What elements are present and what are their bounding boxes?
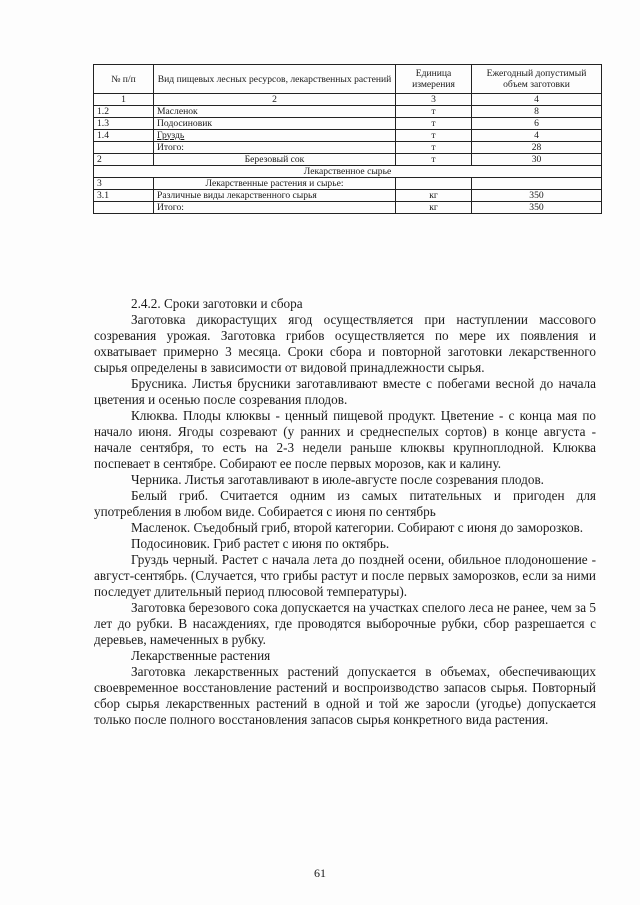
row-volume: 6 — [472, 118, 602, 130]
paragraph: Подосиновик. Гриб растет с июня по октябрь. — [131, 536, 390, 551]
row-num: 1.2 — [94, 106, 154, 118]
row-unit: т — [396, 130, 472, 142]
header-unit: Единица измерения — [396, 65, 472, 94]
header-resource: Вид пищевых лесных ресурсов, лекарственных растений — [154, 65, 396, 94]
row-name: Различные виды лекарственного сырья — [154, 190, 396, 202]
row-num: 1.3 — [94, 118, 154, 130]
row-name: Березовый сок — [154, 154, 396, 166]
body-text — [94, 296, 596, 728]
row-name: Подосиновик — [154, 118, 396, 130]
header-num: № п/п — [94, 65, 154, 94]
row-volume: 28 — [472, 142, 602, 154]
colnum-3: 3 — [396, 94, 472, 106]
row-unit: т — [396, 154, 472, 166]
table-row — [94, 178, 602, 190]
header-volume: Ежегодный допустимый объем заготовки — [472, 65, 602, 94]
section-heading: 2.4.2. Сроки заготовки и сбора — [131, 296, 303, 311]
row-volume — [472, 178, 602, 190]
row-name: Масленок — [154, 106, 396, 118]
paragraph: Заготовка дикорастущих ягод осуществляется при наступлении массового созревания урожая. Заготовка грибов осуществляется по мере их появления и охватывает примерно 3 месяца. Сроки сбора и повторной заготовки лекарственного сырья определены в зависимости от видовой принадлежности сырья. — [94, 312, 596, 375]
colnum-4: 4 — [472, 94, 602, 106]
table-section-row — [94, 166, 602, 178]
row-name: Итого: — [154, 202, 396, 214]
row-name: Груздь — [154, 130, 396, 142]
row-volume: 350 — [472, 190, 602, 202]
table-row — [94, 202, 602, 214]
row-num: 3 — [94, 178, 154, 190]
row-unit: кг — [396, 202, 472, 214]
row-volume: 8 — [472, 106, 602, 118]
row-volume: 350 — [472, 202, 602, 214]
row-unit — [396, 178, 472, 190]
row-unit: кг — [396, 190, 472, 202]
row-unit: т — [396, 106, 472, 118]
colnum-2: 2 — [154, 94, 396, 106]
page-number: 61 — [314, 866, 326, 880]
row-name: Лекарственные растения и сырье: — [154, 178, 396, 190]
row-name: Итого: — [154, 142, 396, 154]
table-row — [94, 154, 602, 166]
row-volume: 30 — [472, 154, 602, 166]
row-num: 2 — [94, 154, 154, 166]
paragraph: Белый гриб. Считается одним из самых питательных и пригоден для употребления в любом виде. Собирается с июня по сентябрь — [94, 488, 596, 519]
row-num — [94, 202, 154, 214]
subheading: Лекарственные растения — [131, 648, 271, 663]
row-unit: т — [396, 118, 472, 130]
row-volume: 4 — [472, 130, 602, 142]
paragraph: Заготовка лекарственных растений допускается в объемах, обеспечивающих своевременное восстановление растений и воспроизводство запасов сырья. Повторный сбор сырья лекарственных растений в одной и той же заросли (угодье) допускается только после полного восстановления запасов сырья конкретного вида растения. — [94, 664, 596, 727]
row-num — [94, 142, 154, 154]
table-colnum-row — [94, 94, 602, 106]
table-header-row — [94, 65, 602, 94]
paragraph: Черника. Листья заготавливают в июле-августе после созревания плодов. — [131, 472, 544, 487]
row-num: 3.1 — [94, 190, 154, 202]
paragraph: Заготовка березового сока допускается на участках спелого леса не ранее, чем за 5 лет до рубки. В насаждениях, где проводятся выборочные рубки, сбор разрешается с деревьев, намеченных в рубку. — [94, 600, 596, 647]
row-num: 1.4 — [94, 130, 154, 142]
resource-table — [93, 64, 602, 214]
table-row — [94, 142, 602, 154]
row-unit: т — [396, 142, 472, 154]
table-row — [94, 106, 602, 118]
table-row — [94, 118, 602, 130]
paragraph: Брусника. Листья брусники заготавливают вместе с побегами весной до начала цветения и осенью после созревания плодов. — [94, 376, 596, 407]
section-title: Лекарственное сырье — [94, 166, 602, 178]
paragraph: Масленок. Съедобный гриб, второй категории. Собирают с июня до заморозков. — [131, 520, 584, 535]
paragraph: Груздь черный. Растет с начала лета до поздней осени, обильное плодоношение - август-сентябрь. (Случается, что грибы растут и после первых заморозков, если за ними последует длительный период плюсовой температуры). — [94, 552, 596, 599]
paragraph: Клюква. Плоды клюквы - ценный пищевой продукт. Цветение - с конца мая по начало июня. Ягоды созревают (у ранних и среднеспелых сортов) в конце августа - начале сентября, то есть на 2-3 недели раньше клюквы крупноплодной. Клюква поспевает в сентябре. Собирают ее после первых морозов, как и калину. — [94, 408, 596, 471]
table-row — [94, 130, 602, 142]
colnum-1: 1 — [94, 94, 154, 106]
table-row — [94, 190, 602, 202]
